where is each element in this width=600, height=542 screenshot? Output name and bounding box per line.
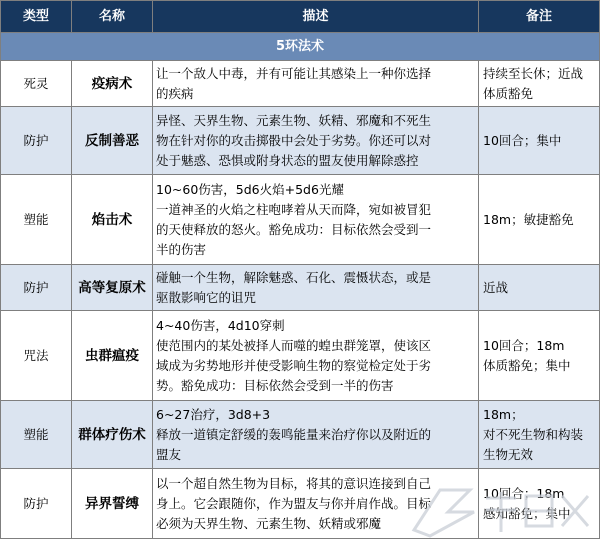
notes-line: 体质豁免: [483, 85, 534, 101]
cell-desc: [153, 311, 479, 401]
cell-desc: [153, 265, 479, 311]
table-row: [1, 61, 600, 107]
cell-type: 死灵: [1, 61, 72, 107]
cell-type: 防护: [1, 469, 72, 539]
cell-name: 群体疗伤术: [72, 401, 153, 469]
desc-line: 让一个敌人中毒，并有可能让其感染上一种你选择: [156, 65, 432, 81]
cell-desc: [153, 175, 479, 265]
cell-name: 反制善恶: [72, 107, 153, 175]
cell-notes: [479, 61, 600, 107]
desc-line: 一道神圣的火焰之柱咆哮着从天而降，宛如被冒犯: [156, 201, 432, 217]
cell-desc: [153, 401, 479, 469]
header-name: 名称: [72, 1, 153, 33]
desc-line: 势。豁免成功：目标依然会受到一半的伤害: [156, 377, 394, 393]
desc-line: 域成为劣势地形并使受影响生物的察觉检定处于劣: [156, 357, 432, 373]
section-row: [1, 33, 600, 61]
cell-desc: [153, 61, 479, 107]
cell-name: 虫群瘟疫: [72, 311, 153, 401]
notes-line: 10回合；18m: [483, 485, 565, 501]
cell-desc: [153, 469, 479, 539]
notes-line: 对不死生物和构装: [483, 426, 584, 442]
desc-line: 必须为天界生物、元素生物、妖精或邪魔: [156, 515, 382, 531]
header-desc: 描述: [153, 1, 479, 33]
desc-line: 10~60伤害，5d6火焰+5d6光耀: [156, 181, 344, 197]
cell-notes: [479, 311, 600, 401]
desc-line: 碰触一个生物，解除魅惑、石化、震慑状态，或是: [156, 269, 432, 285]
desc-line: 驱散影响它的诅咒: [156, 289, 257, 305]
table-row: [1, 175, 600, 265]
cell-desc: [153, 107, 479, 175]
desc-line: 以一个超自然生物为目标，将其的意识连接到自己: [156, 475, 432, 491]
table-row: [1, 311, 600, 401]
desc-line: 的疾病: [156, 85, 194, 101]
cell-notes: [479, 265, 600, 311]
desc-line: 半的伤害: [156, 241, 207, 257]
notes-line: 体质豁免；集中: [483, 357, 571, 373]
desc-line: 处于魅惑、恐惧或附身状态的盟友使用解除惑控: [156, 152, 419, 168]
table-row: [1, 401, 600, 469]
cell-notes: [479, 469, 600, 539]
section-title: 5环法术: [1, 33, 600, 61]
cell-name: 焰击术: [72, 175, 153, 265]
cell-notes: [479, 175, 600, 265]
cell-type: 咒法: [1, 311, 72, 401]
desc-line: 物在针对你的攻击掷骰中会处于劣势。你还可以对: [156, 132, 432, 148]
desc-line: 使范围内的某处被择人而噬的蝗虫群笼罩，使该区: [156, 337, 432, 353]
table-row: [1, 469, 600, 539]
cell-name: 异界誓缚: [72, 469, 153, 539]
cell-name: 高等复原术: [72, 265, 153, 311]
desc-line: 异怪、天界生物、元素生物、妖精、邪魔和不死生: [156, 112, 432, 128]
header-row: [1, 1, 600, 33]
cell-type: 塑能: [1, 175, 72, 265]
notes-line: 生物无效: [483, 446, 534, 462]
cell-type: 防护: [1, 265, 72, 311]
header-type: 类型: [1, 1, 72, 33]
notes-line: 感知豁免；集中: [483, 505, 571, 521]
cell-type: 防护: [1, 107, 72, 175]
notes-line: 10回合；18m: [483, 337, 565, 353]
notes-line: 18m；: [483, 406, 524, 422]
desc-line: 释放一道镇定舒缓的轰鸣能量来治疗你以及附近的: [156, 426, 432, 442]
cell-notes: [479, 401, 600, 469]
cell-notes: [479, 107, 600, 175]
desc-line: 盟友: [156, 446, 182, 462]
notes-line: 近战: [483, 279, 509, 295]
notes-line: 18m；敏捷豁免: [483, 211, 574, 227]
notes-line: 持续至长休；近战: [483, 65, 584, 81]
header-notes: 备注: [479, 1, 600, 33]
notes-line: 10回合；集中: [483, 132, 562, 148]
table-row: [1, 265, 600, 311]
desc-line: 6~27治疗，3d8+3: [156, 406, 271, 422]
desc-line: 的天使释放的怒火。豁免成功：目标依然会受到一: [156, 221, 432, 237]
cell-name: 疫病术: [72, 61, 153, 107]
desc-line: 4~40伤害，4d10穿刺: [156, 317, 285, 333]
table-row: [1, 107, 600, 175]
desc-line: 身上。它会跟随你，作为盟友与你并肩作战。目标: [156, 495, 432, 511]
cell-type: 塑能: [1, 401, 72, 469]
